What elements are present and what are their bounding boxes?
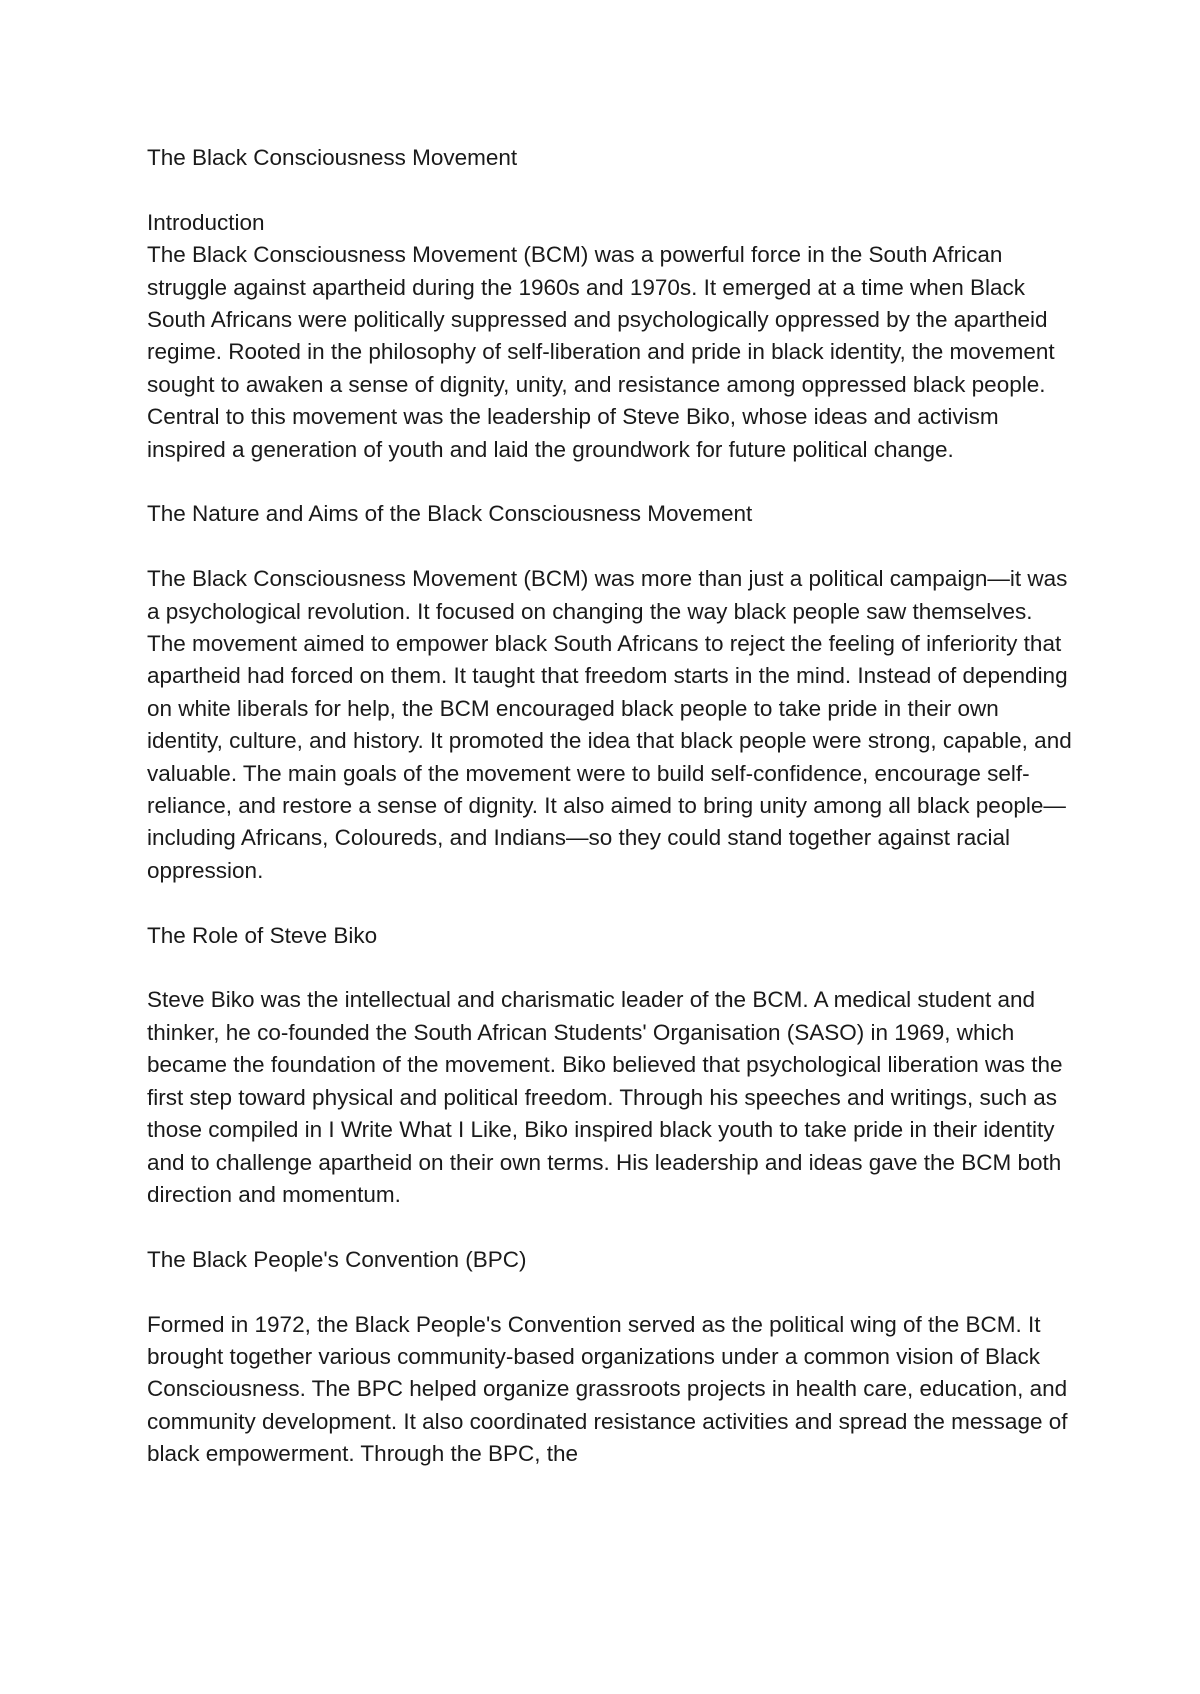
spacer (147, 952, 1077, 984)
section-heading-bpc: The Black People's Convention (BPC) (147, 1246, 527, 1272)
section-paragraph-nature-aims: The Black Consciousness Movement (BCM) was more than just a political campaign—it was a psychological revolution. It focused on changing the way black people saw themselves. The movement aimed to empower black South Africans to reject the feeling of inferiority that apartheid had forced on them. It taught that freedom starts in the mind. Instead of depending on white liberals for help, the BCM encouraged black people to take pride in their own identity, culture, and history. It promoted the idea that black people were strong, capable, and valuable. The main goals of the movement were to build self-confidence, encourage self-reliance, and restore a sense of dignity. It also aimed to bring unity among all black people—including Africans, Coloureds, and Indians—so they could stand together against racial oppression. (147, 566, 1072, 883)
spacer (147, 887, 1077, 919)
section-heading-nature-aims: The Nature and Aims of the Black Consciousness Movement (147, 501, 753, 527)
section-paragraph-steve-biko: Steve Biko was the intellectual and charismatic leader of the BCM. A medical student and thinker, he co-founded the South African Students' Organisation (SASO) in 1969, which became the foundation of the movement. Biko believed that psychological liberation was the first step toward physical and political freedom. Through his speeches and writings, such as those compiled in I Write What I Like, Biko inspired black youth to take pride in their identity and to challenge apartheid on their own terms. His leadership and ideas gave the BCM both direction and momentum. (147, 987, 1063, 1207)
spacer (147, 1276, 1077, 1308)
spacer (147, 174, 1077, 206)
intro-paragraph: The Black Consciousness Movement (BCM) was a powerful force in the South African struggle against apartheid during the 1960s and 1970s. It emerged at a time when Black South Africans were politically suppressed and psychologically oppressed by the apartheid regime. Rooted in the philosophy of self-liberation and pride in black identity, the movement sought to awaken a sense of dignity, unity, and resistance among oppressed black people. Central to this movement was the leadership of Steve Biko, whose ideas and activism inspired a generation of youth and laid the groundwork for future political change. (147, 242, 1055, 462)
document-body (147, 142, 1077, 1471)
spacer (147, 1211, 1077, 1243)
document-title: The Black Consciousness Movement (147, 145, 518, 170)
section-heading-steve-biko: The Role of Steve Biko (147, 922, 378, 948)
intro-heading: Introduction (147, 209, 265, 235)
section-paragraph-bpc: Formed in 1972, the Black People's Convention served as the political wing of the BCM. It brought together various community-based organizations under a common vision of Black Consciousness. The BPC helped organize grassroots projects in health care, education, and community development. It also coordinated resistance activities and spread the message of black empowerment. Through the BPC, the (147, 1311, 1068, 1467)
spacer (147, 466, 1077, 498)
spacer (147, 531, 1077, 563)
